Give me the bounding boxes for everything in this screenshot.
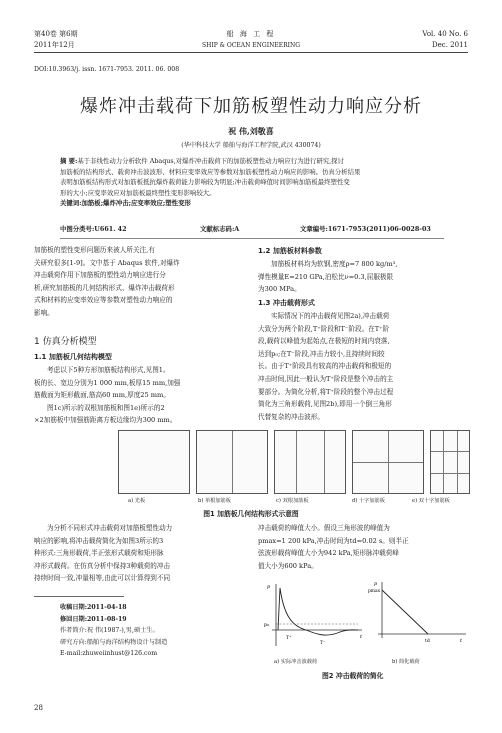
- text-line: 实际情况下的冲击载荷见图2a),冲击载荷: [271, 312, 390, 320]
- text-line: 关研究很多[1-9]。文中基于 Abaqus 软件,对爆炸: [34, 258, 180, 267]
- fig2a-tminus-label: T⁻: [320, 641, 326, 646]
- header-rule: [34, 52, 468, 53]
- peak-value-paragraph: [258, 522, 468, 572]
- footnote-author: 作者简介:祝 伟(1987-),男,硕士生。: [60, 627, 159, 634]
- fig2-caption: 图2 冲击载荷的简化: [322, 672, 384, 680]
- header-volume-en: Vol. 40 No. 6: [422, 30, 468, 38]
- intro-paragraph: [34, 244, 242, 320]
- text-line: 持续时间一致,冲量相等,由此可以计算得到不同: [34, 574, 171, 583]
- keywords: 关键词:加筋板;爆炸冲击;应变率效应;塑性变形: [60, 199, 191, 207]
- header-volume-cn: 第40卷 第6期: [34, 30, 78, 38]
- stiffener-line: [324, 431, 325, 493]
- fig2a-blast-curve: [278, 588, 358, 635]
- fig2a-t-label: t: [360, 634, 363, 640]
- fig1-panel-cross-stiffener: [352, 430, 424, 494]
- fig2b-t-label: t: [460, 638, 463, 644]
- affiliation: (华中科技大学 船舶与海洋工程学院,武汉 430074): [181, 142, 321, 149]
- stiffener-line: [353, 462, 423, 463]
- abstract: [60, 156, 444, 209]
- section-1-heading: 1 仿真分析模型: [34, 337, 97, 347]
- header-journal-en: SHIP & OCEAN ENGINEERING: [201, 42, 301, 49]
- text-line: 长。由于T⁺阶段具有较高的冲击载荷和极短的: [258, 362, 392, 371]
- text-line: 冲击时间,因此一般认为T⁺阶段是整个冲击的主: [258, 374, 394, 383]
- abstract-line: 表明加筋板结构形式对加筋板抵抗爆炸载荷能力影响较为明显;冲击载荷峰值时间影响加筋板最终塑性变: [60, 178, 350, 186]
- clc-number: 中图分类号:U661. 42: [60, 225, 127, 233]
- section-1-2-heading: 1.2 加筋板材料参数: [258, 247, 322, 255]
- text-line: 析,研究加筋板的几何结构形式、爆炸冲击载荷形: [34, 283, 175, 292]
- paper-title: 爆炸冲击载荷下加筋板塑性动力响应分析: [80, 96, 422, 117]
- abstract-rule: [60, 238, 444, 239]
- footnote-email: E-mail:zhuweiinhust@126.com: [60, 650, 158, 657]
- header-journal-cn: 船 海 工 程: [226, 30, 276, 38]
- fig2a-p0-label: p₀: [264, 622, 270, 628]
- doi: DOI:10.3963/j. issn. 1671-7953. 2011. 06. 008: [34, 66, 180, 73]
- fig1-caption: 图1 加筋板几何结构形式示意图: [203, 510, 299, 518]
- text-line: 板的长、宽边分别为1 000 mm,板厚15 mm,加强: [34, 378, 181, 387]
- text-line: 为300 MPa。: [258, 285, 301, 294]
- fig1-panel-plain: [118, 430, 190, 494]
- text-line: 加筋板的塑性变形问题历来被人所关注,有: [34, 246, 155, 254]
- text-line: 大致分为两个阶段,T⁺阶段和T⁻阶段。在T⁺阶: [258, 324, 390, 333]
- fig1-panel-label: b) 单根加筋板: [198, 498, 231, 504]
- footnote-received: 收稿日期:2011-04-18: [60, 604, 127, 611]
- footnote: [60, 602, 250, 660]
- footnote-rule: [34, 596, 124, 597]
- fig1-panel-label: a) 光板: [128, 498, 146, 504]
- text-line: 弦波形载荷峰值大小为942 kPa,矩形脉冲载荷峰: [258, 549, 399, 558]
- page-number: 28: [34, 704, 43, 712]
- fig2b-triangle-load: [382, 590, 428, 634]
- stiffener-line: [443, 431, 444, 493]
- fig2b-p-label: p: [374, 581, 378, 587]
- abstract-line: 加筋板的结构形式、载荷冲击波波形、材料应变率效应等参数对加筋板塑性动力响应的影响。仿真分析结果: [60, 167, 361, 176]
- authors: 祝 伟,刘敬喜: [228, 126, 274, 136]
- abstract-label: 摘 要:: [60, 157, 78, 165]
- abstract-line: 形的大小;应变率效应对加筋板最终塑性变形影响较大。: [60, 188, 216, 197]
- fig2a-caption: a) 实际冲击波载荷: [274, 659, 318, 665]
- header-date-en: Dec. 2011: [432, 41, 468, 49]
- text-line: 冲击载荷作用下加筋板的塑性动力响应进行分: [34, 271, 166, 280]
- text-line: 冲形式载荷。在仿真分析中保持3种载荷的冲击: [34, 561, 171, 570]
- section-1-3-text: [258, 310, 468, 423]
- fig1-panel-label: c) 双根加筋板: [276, 498, 309, 504]
- text-line: 值大小为600 kPa。: [258, 561, 318, 570]
- fig2b-pmax-label: pmax: [368, 589, 381, 594]
- fig1-panel-label: d) 十字加筋板: [352, 498, 385, 504]
- fig1-panel-double-stiffener: [274, 430, 346, 494]
- text-line: 考虑以下5种方形加筋板结构形式,见图1。: [47, 366, 170, 374]
- stiffener-line: [457, 431, 458, 493]
- text-line: 影响。: [34, 308, 54, 317]
- article-number: 文章编号:1671-7953(2011)06-0028-03: [300, 225, 431, 233]
- stiffener-line: [296, 431, 297, 493]
- text-line: 要部分。为简化分析,将T⁺阶段的整个冲击过程: [258, 387, 394, 396]
- stiffener-line: [232, 431, 233, 493]
- abstract-line: 基于非线性动力分析软件 Abaqus,对爆炸冲击载荷下的加筋板塑性动力响应行为进行研究,探讨: [77, 157, 344, 165]
- text-line: pmax=1 200 kPa,冲击时间为td=0.02 s。则半正: [258, 536, 409, 545]
- text-line: 种形式:三角形载荷,半正弦形式载荷和矩形脉: [34, 549, 164, 558]
- fig1-panel-single-stiffener: [196, 430, 268, 494]
- text-line: 段,载荷以峰值为起始点,在极短的时间内衰落,: [258, 337, 390, 346]
- text-line: ×2加筋板中加强筋距离方板边缘均为300 mm。: [34, 416, 177, 425]
- text-line: 达到p₀;在T⁻阶段,冲击力较小,且持续时间较: [258, 349, 385, 358]
- load-form-paragraph: [34, 522, 242, 585]
- text-line: 响应的影响,将冲击载荷简化为如图3所示的3: [34, 536, 164, 545]
- fig2b-td-label: td: [425, 639, 430, 644]
- section-1-1-text: [34, 364, 242, 427]
- text-line: 弹性模量E=210 GPa,泊松比ν=0.3,屈服极限: [258, 272, 394, 281]
- document-code: 文献标志码:A: [200, 225, 240, 233]
- text-line: 冲击载荷的峰值大小。假设三角形波的峰值为: [258, 524, 390, 532]
- footnote-research: 研究方向:船舶与海洋结构物设计与制造: [60, 638, 168, 646]
- text-line: 式和材料的应变率效应等参数对塑性动力响应的: [34, 296, 173, 305]
- header-date-cn: 2011年12月: [34, 41, 75, 49]
- text-line: 筋截面为矩形截面,筋高60 mm,厚度25 mm。: [34, 391, 170, 400]
- stiffener-line: [431, 473, 469, 474]
- fig2-diagram: [262, 576, 468, 656]
- text-line: 为分析不同形式冲击载荷对加筋板塑性动力: [47, 524, 173, 532]
- text-line: 图1c)所示的双根加筋板和图1e)所示的2: [47, 403, 165, 412]
- stiffener-line: [431, 451, 469, 452]
- fig1-panel-label: e) 双十字加筋板: [412, 498, 450, 504]
- fig2a-p-label: p: [267, 584, 271, 590]
- section-1-3-heading: 1.3 冲击载荷形式: [258, 299, 315, 307]
- fig2a-tplus-label: T⁺: [286, 636, 292, 641]
- section-1-1-heading: 1.1 加筋板几何结构模型: [34, 353, 112, 361]
- text-line: 简化为三角形载荷,见图2b),即用一个倒三角形: [258, 400, 392, 409]
- text-line: 加筋板材料均为软钢,密度ρ=7 800 kg/m³,: [271, 260, 398, 268]
- fig2b-caption: b) 简化载荷: [392, 659, 420, 665]
- footnote-revised: 修回日期:2011-08-19: [60, 615, 127, 623]
- text-line: 代替复杂的冲击波形。: [258, 412, 324, 421]
- fig1-panel-double-cross-stiffener: [430, 430, 470, 494]
- section-1-2-text: [258, 258, 468, 296]
